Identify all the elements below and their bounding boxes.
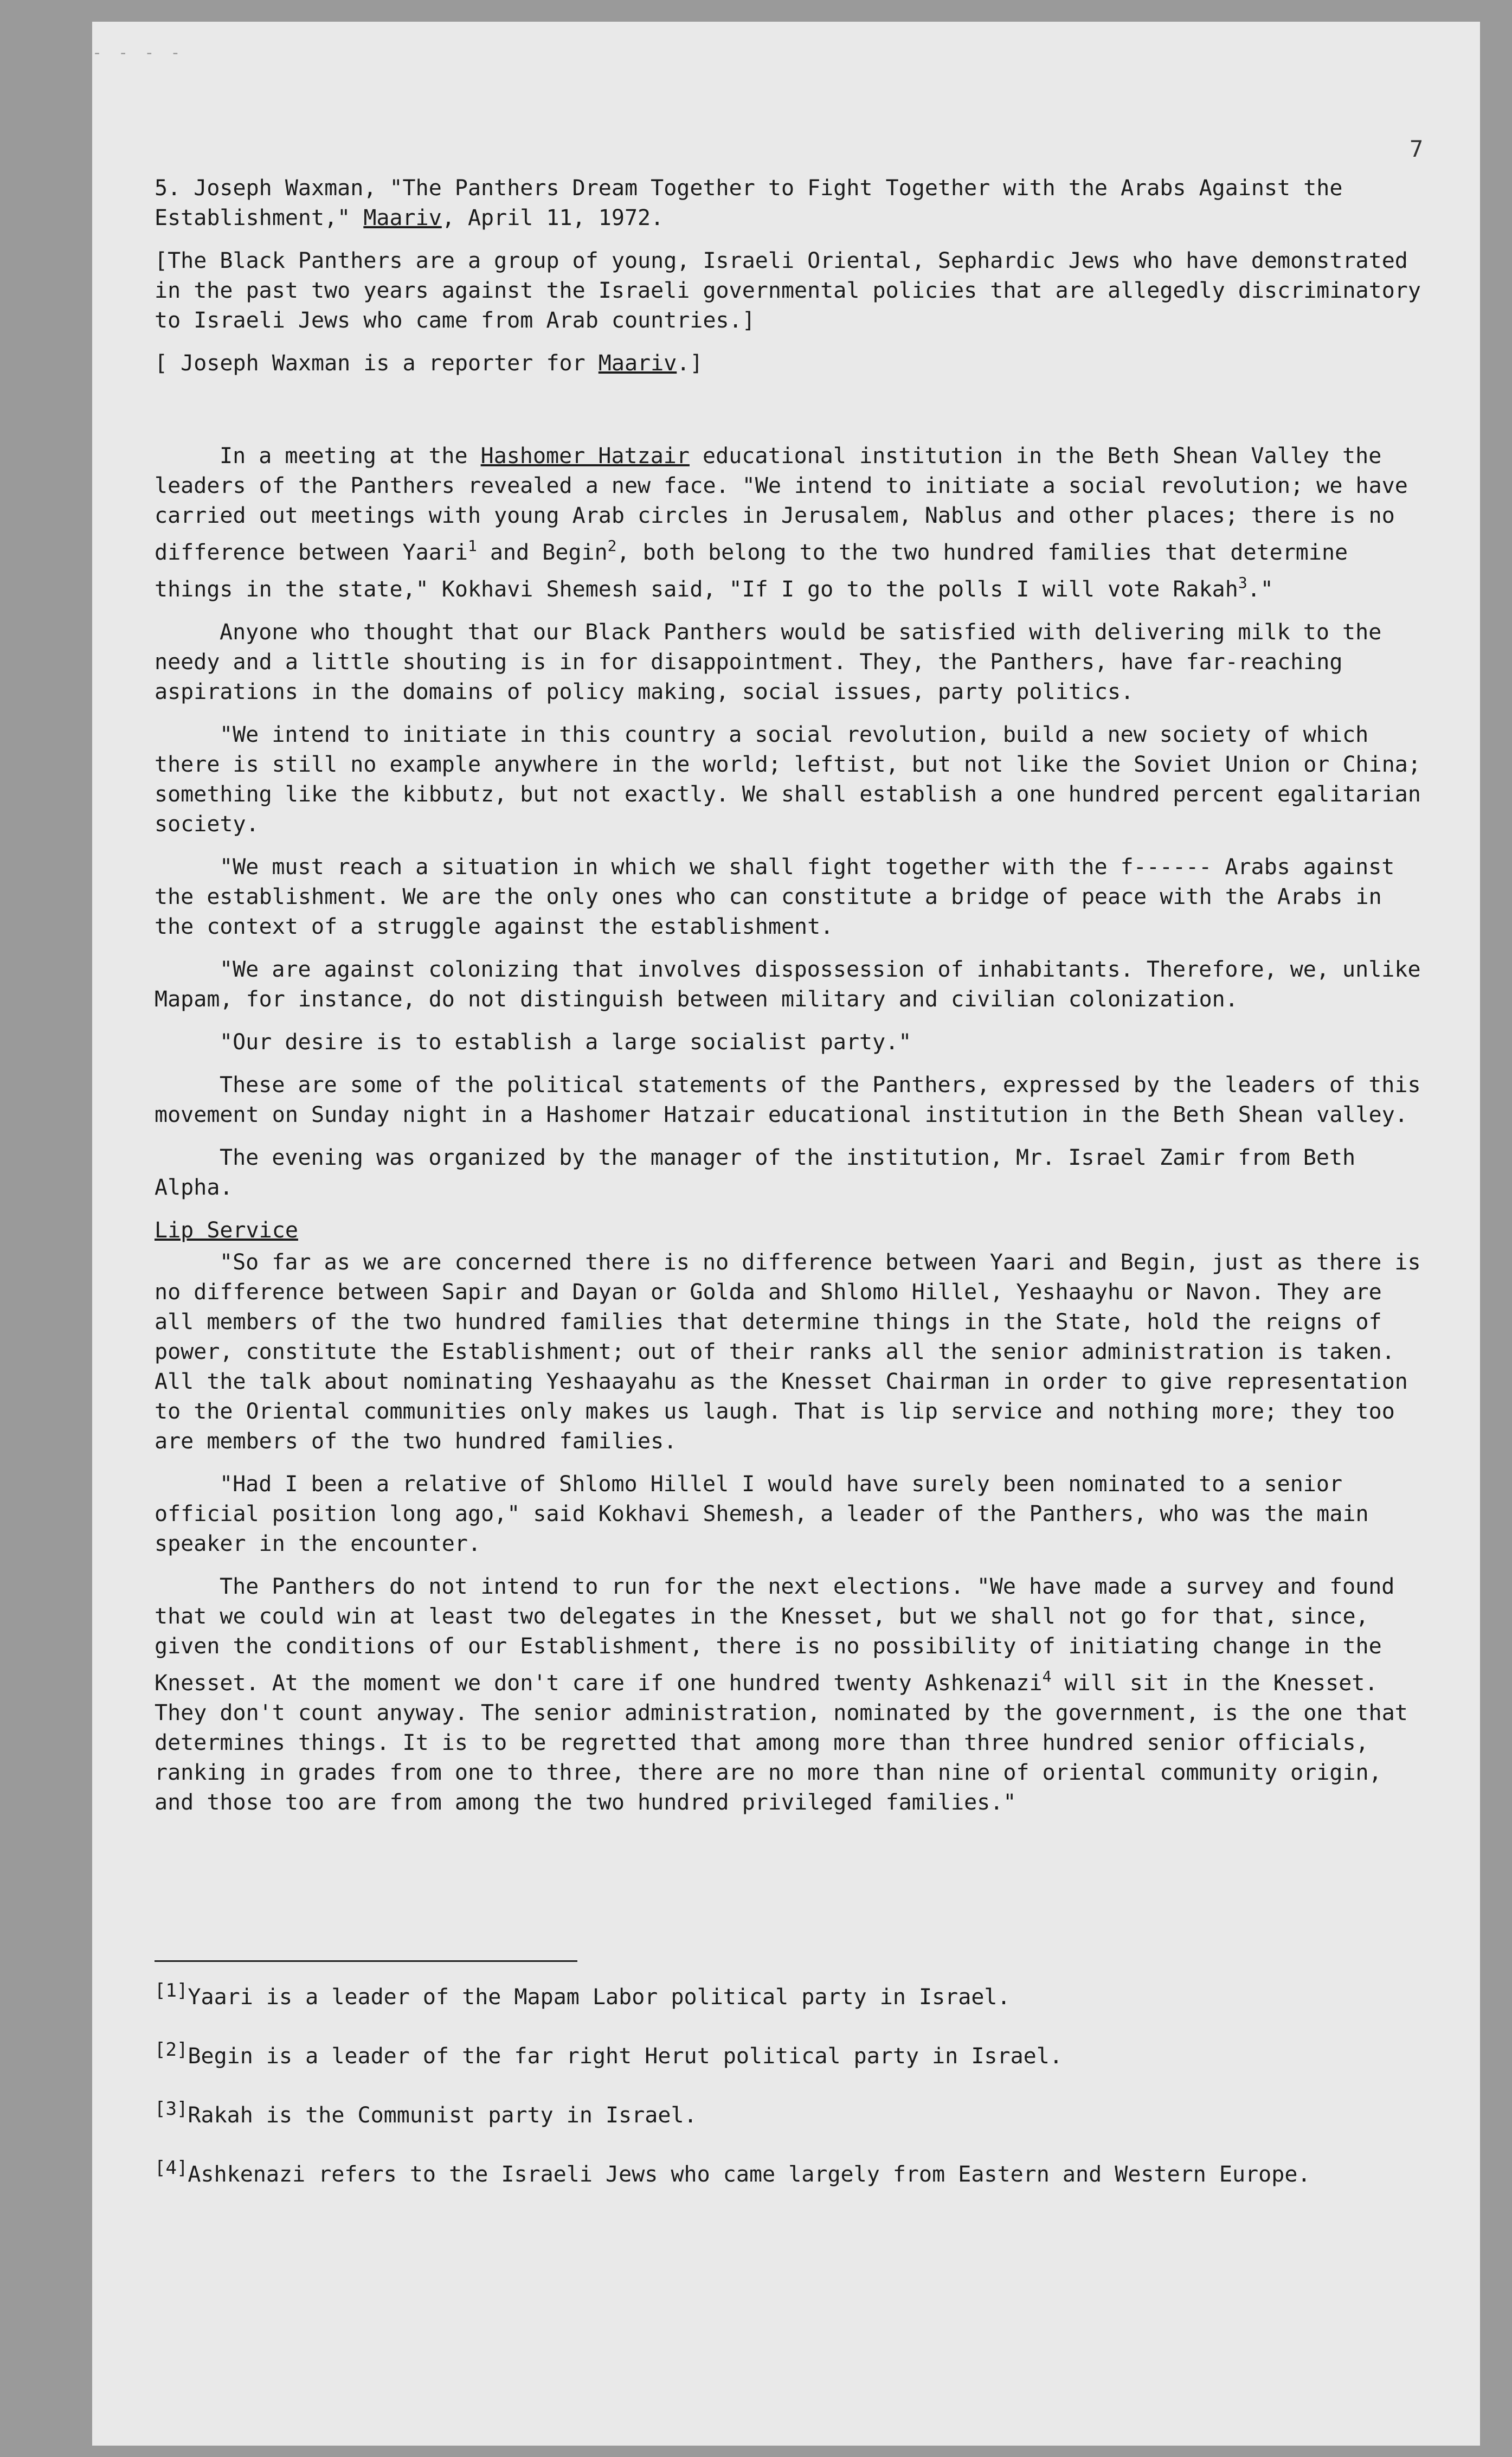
editorial-note: [The Black Panthers are a group of young, Israeli Oriental, Sephardic Jews who have demonstrated in the past two years against the Israeli governmental policies that are allegedly discriminatory to Israeli Jews who came from Arab countries.] [155,248,1421,333]
footnote-ref-3: 3 [1238,574,1247,592]
corner-marks: - - - - [92,43,184,62]
paragraph-elections-part1: The Panthers do not intend to run for the next elections. "We have made a survey and found that we could win at least two delegates in the Knesset, but we shall not go for that, since, given the conditions of our Establishment, there is no possibility of initiating change in the Knesset. At the moment we don't care if one hundred twenty Ashkenazi [155,1574,1395,1696]
paragraph: "So far as we are concerned there is no difference between Yaari and Begin, just as there is no difference between Sapir and Dayan or Golda and Shlomo Hillel, Yeshaayhu or Navon. They are all members of the two hundred families that determine things in the State, hold the reigns of power, constitute the Establishment; out of their ranks all the senior administration is taken. All the talk about nominating Yeshaayahu as the Knesset Chairman in order to give representation to the Oriental communities only makes us laugh. That is lip service and nothing more; they too are members of the two hundred families. [155,1250,1421,1454]
institution-name: Hashomer Hatzair [480,444,690,469]
reporter-note-source: Maariv [598,351,677,376]
reporter-note [155,349,1434,379]
page-number: 7 [1410,136,1424,162]
paragraph: These are some of the political statements of the Panthers, expressed by the leaders of this movement on Sunday night in a Hashomer Hatzair educational institution in the Beth Shean valley. [155,1073,1421,1127]
footnote-text: Begin is a leader of the far right Herut political party in Israel. [188,2044,1063,2069]
footnote-ref-1: 1 [467,537,477,555]
paragraph: "Had I been a relative of Shlomo Hillel I would have surely been nominated to a senior official position long ago," said Kokhavi Shemesh, a leader of the Panthers, who was the main speaker in the encounter. [155,1472,1369,1556]
reporter-note-prefix: [ Joseph Waxman is a reporter for [155,351,599,376]
footnote-text: Rakah is the Communist party in Israel. [188,2103,697,2128]
paragraph: "We are against colonizing that involves dispossession of inhabitants. Therefore, we, unlike Mapam, for instance, do not distinguish between military and civilian colonization. [155,957,1421,1012]
citation-source: Maariv [363,206,442,230]
footnotes [155,1960,1434,2212]
article-body [155,174,1434,1831]
paragraph: "We must reach a situation in which we shall fight together with the f------ Arabs against the establishment. We are the only ones who can constitute a bridge of peace with the Arabs in the context of a struggle against the establishment. [155,855,1395,939]
paragraph-meeting [155,441,1434,605]
article-citation [155,174,1434,233]
footnote-text: Yaari is a leader of the Mapam Labor political party in Israel. [188,1985,1011,2010]
document-page [92,22,1480,2446]
footnote-text: Ashkenazi refers to the Israeli Jews who came largely from Eastern and Western Europe. [188,2162,1311,2187]
paragraph: "Our desire is to establish a large socialist party." [220,1030,912,1055]
paragraph-elections-part2: will sit in the Knesset. They don't count anyway. The senior administration, nominated by the government, is the one that determines things. It is to be regretted that among more than three hundred senior officials, ranking in grades from one to three, there are no more than nine of oriental community origin, and those too are from among the two hundred privileged families." [155,1671,1408,1815]
paragraph-meeting-part4: ." [1247,577,1273,602]
paragraph-meeting-before: In a meeting at the [220,444,481,469]
citation-prefix: 5. Joseph Waxman, "The Panthers Dream Together to Fight Together with the Arabs Against the Establishment," [155,176,1343,230]
paragraph-meeting-part2: and Begin [477,540,608,565]
footnote-divider [155,1960,577,1962]
footnote [155,2153,1434,2190]
footnote [155,2035,1434,2071]
footnote-mark: [3] [155,2098,188,2120]
paragraph-elections [155,1572,1434,1818]
citation-date: , April 11, 1972. [441,206,664,230]
reporter-note-suffix: .] [677,351,703,376]
paragraph: Anyone who thought that our Black Panthers would be satisfied with delivering milk to the needy and a little shouting is in for disappointment. They, the Panthers, have far-reaching aspirations in the domains of policy making, social issues, party politics. [155,620,1382,704]
footnote-mark: [1] [155,1980,188,2001]
section-heading: Lip Service [155,1218,298,1243]
footnote-mark: [4] [155,2157,188,2179]
footnote [155,1976,1434,2012]
paragraph: "We intend to initiate in this country a social revolution, build a new society of which there is still no example anywhere in the world; leftist, but not like the Soviet Union or China; something like the kibbutz, but not exactly. We shall establish a one hundred percent egalitarian society. [155,722,1421,837]
paragraph: The evening was organized by the manager of the institution, Mr. Israel Zamir from Beth Alpha. [155,1145,1356,1200]
spacer [155,392,1434,441]
footnote-mark: [2] [155,2039,188,2061]
paragraph-meeting-part3: , both belong to the two hundred families that determine things in the state," Kokhavi Shemesh said, "If I go to the polls I will vote Rakah [155,540,1348,602]
footnote-ref-4: 4 [1042,1667,1052,1685]
paragraph-meeting-part1: educational institution in the Beth Shean Valley the leaders of the Panthers revealed a new face. "We intend to initiate a social revolution; we have carried out meetings with young Arab circles in Jerusalem, Nablus and other places; there is no difference between Yaari [155,444,1408,565]
footnote-ref-2: 2 [607,537,617,555]
footnote [155,2094,1434,2131]
